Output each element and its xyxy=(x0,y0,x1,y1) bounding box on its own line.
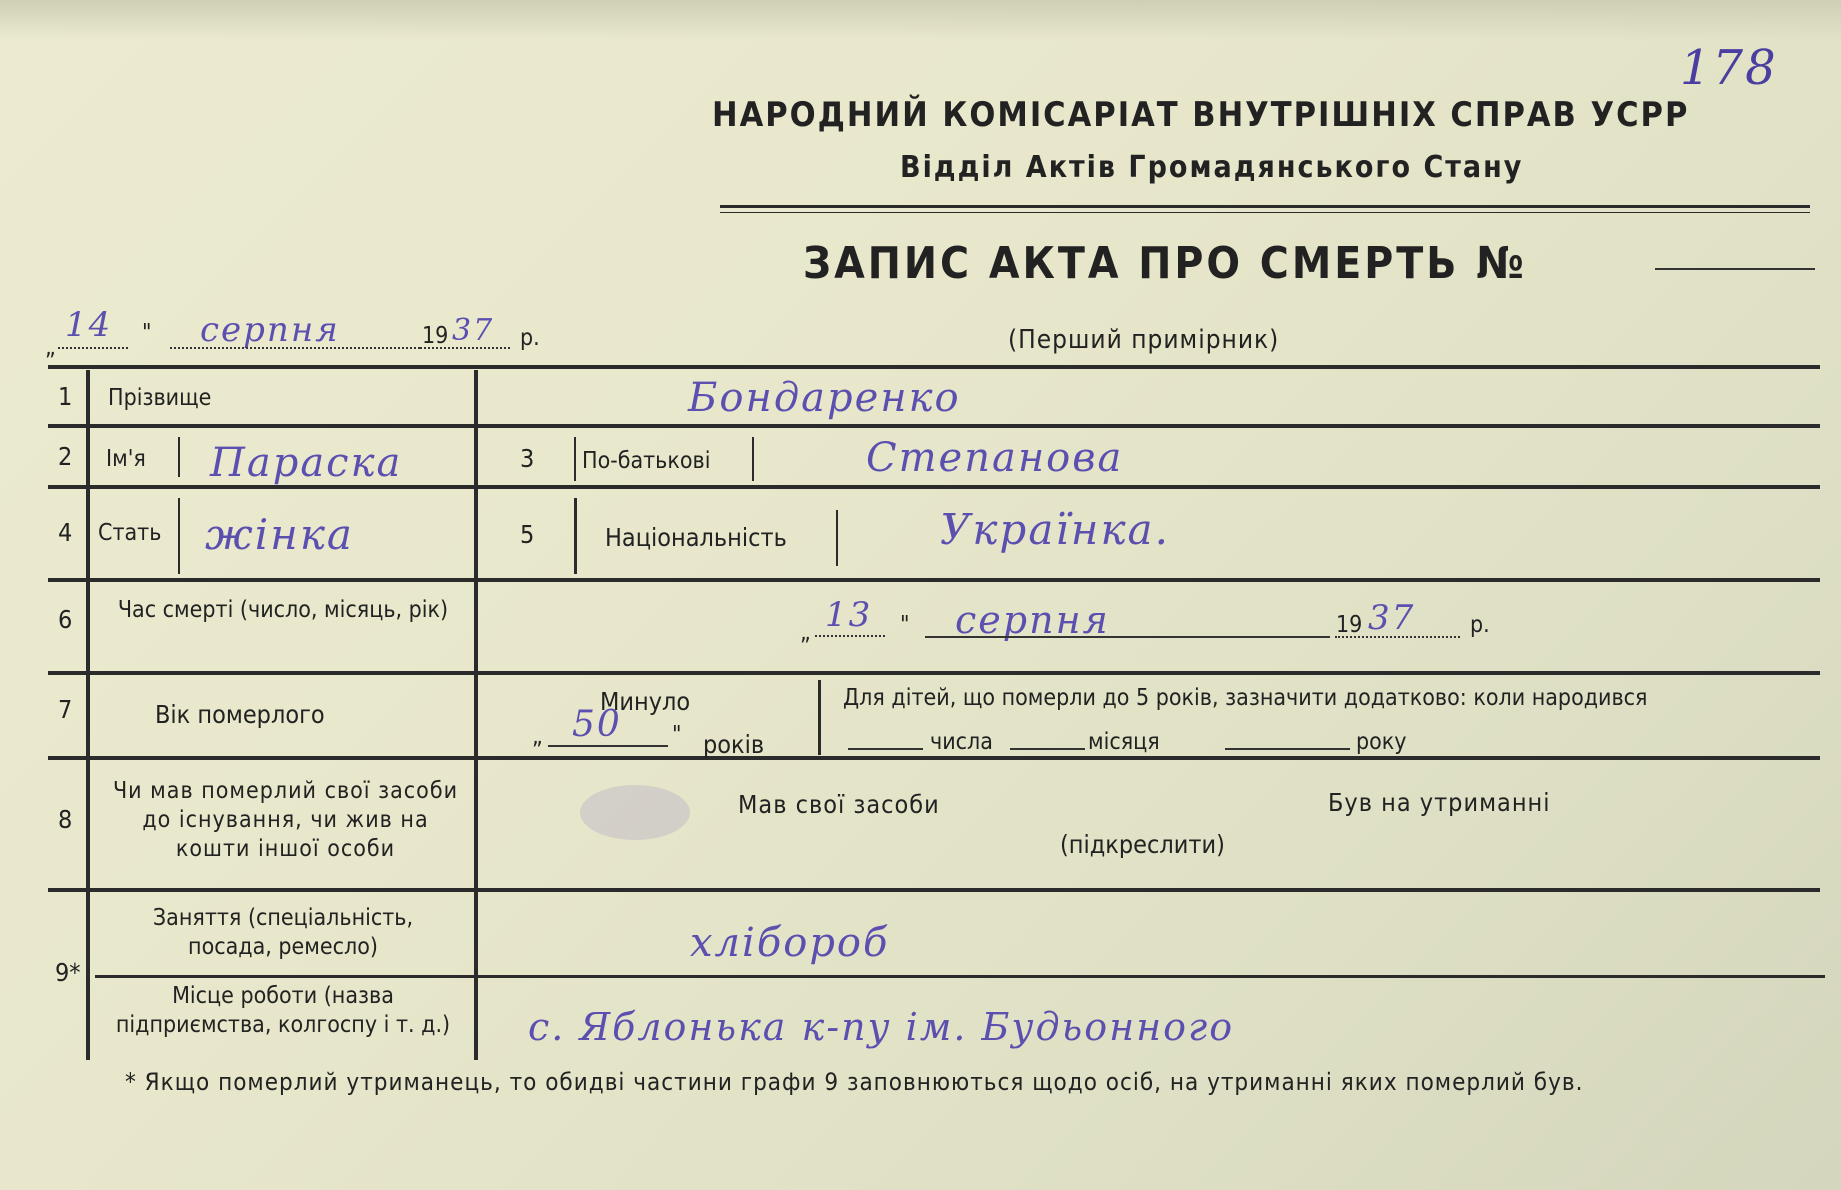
row-5-number: 5 xyxy=(520,520,535,549)
children-note: Для дітей, що померли до 5 років, зазначити додатково: коли народився xyxy=(843,685,1648,711)
row-8-label: Чи мав померлий свої засоби до існування, чи жив на кошти іншої особи xyxy=(112,778,459,862)
copy-note: (Перший примірник) xyxy=(1008,325,1280,355)
death-month: серпня xyxy=(955,598,1110,642)
header-department: Відділ Актів Громадянського Стану xyxy=(900,150,1524,185)
death-record-card: НАРОДНИЙ КОМІСАРІАТ ВНУТРІШНІХ СПРАВ УСРР 178 Відділ Актів Громадянського Стану ЗАПИС АКТА ПРО СМЕРТЬ № „ 14 " серпня 19 37 р. (Перший примірник) 1 Прізвище Бондаренко 2 Ім'я Параска 3 По-батькові Степанова 4 Стать жінка 5 Національність Українка. 6 Час смерті (число, місяць, рік) „ 13 " серпня 19 37 р. 7 Вік померлого Минуло „ 50 " років Для дітей, що померли до 5 років, зазначити додатково: коли народився числа місяця року 8 Чи мав померлий свої засоби до існування, чи жив на кошти іншої особи Мав свої засоби Був на утриманні (підкреслити) 9* Заняття (спеціальність, посада, ремесло) хлібороб Місце роботи (назва підприємства, колгоспу і т. д.) с. Яблонька к-пу ім. Будьонного * Якщо померлий утриманець, то обидві частини графи 9 заповнюються щодо осіб, на утриманні яких померлий був. xyxy=(0,0,1841,1190)
workplace-label: Місце роботи (назва підприємства, колгоспу і т. д.) xyxy=(115,983,451,1038)
header-rule-2 xyxy=(720,212,1810,213)
record-title: ЗАПИС АКТА ПРО СМЕРТЬ № xyxy=(803,238,1527,289)
nationality-value: Українка. xyxy=(940,505,1170,554)
sex-value: жінка xyxy=(205,510,354,559)
death-suffix: р. xyxy=(1470,612,1490,638)
patronymic-value: Степанова xyxy=(866,435,1124,481)
child-month-label: місяця xyxy=(1088,729,1160,755)
row-6-label: Час смерті (число, місяць, рік) xyxy=(117,597,449,623)
row-7-label: Вік померлого xyxy=(155,700,325,729)
date-year-prefix: 19 xyxy=(422,323,449,349)
row-2-number: 2 xyxy=(58,442,73,471)
surname-value: Бондаренко xyxy=(688,375,961,421)
underline-hint: (підкреслити) xyxy=(1060,830,1225,859)
row-1-label: Прізвище xyxy=(108,385,212,411)
row-3-number: 3 xyxy=(520,444,535,473)
date-day: 14 xyxy=(65,305,113,345)
ink-smudge xyxy=(580,785,690,840)
date-month: серпня xyxy=(200,310,340,350)
age-value: 50 xyxy=(572,704,622,745)
death-year: 37 xyxy=(1368,598,1416,638)
date-year: 37 xyxy=(452,313,495,348)
child-day-label: числа xyxy=(930,729,993,755)
row-3-label: По-батькові xyxy=(582,448,711,474)
own-means-option: Мав свої засоби xyxy=(738,790,940,819)
footnote: * Якщо померлий утриманець, то обидві частини графи 9 заповнюються щодо осіб, на утриманні яких померлий був. xyxy=(125,1068,1584,1096)
row-4-number: 4 xyxy=(58,518,73,547)
child-year-label: року xyxy=(1356,729,1407,755)
header-commissariat: НАРОДНИЙ КОМІСАРІАТ ВНУТРІШНІХ СПРАВ УСРР xyxy=(712,95,1690,135)
row-9-number: 9* xyxy=(55,958,81,987)
occupation-value: хлібороб xyxy=(690,920,890,966)
record-number-handwritten: 178 xyxy=(1680,40,1778,96)
first-name-value: Параска xyxy=(210,440,403,486)
row-7-number: 7 xyxy=(58,695,73,724)
row-4-label: Стать xyxy=(98,520,162,546)
age-passed-label: Минуло xyxy=(600,687,691,716)
row-5-label: Національність xyxy=(605,523,787,552)
date-suffix: р. xyxy=(520,325,540,351)
row-6-number: 6 xyxy=(58,605,73,634)
row-1-number: 1 xyxy=(58,382,73,411)
row-2-label: Ім'я xyxy=(106,446,146,472)
header-rule-1 xyxy=(720,205,1810,208)
dependent-option: Був на утриманні xyxy=(1328,788,1551,817)
occupation-label: Заняття (спеціальність, посада, ремесло) xyxy=(152,905,414,960)
death-day: 13 xyxy=(825,595,873,635)
row-8-number: 8 xyxy=(58,805,73,834)
age-years-label: років xyxy=(703,730,765,759)
workplace-value: с. Яблонька к-пу ім. Будьонного xyxy=(528,1005,1235,1049)
death-year-prefix: 19 xyxy=(1336,612,1363,638)
record-number-line xyxy=(1655,268,1815,270)
